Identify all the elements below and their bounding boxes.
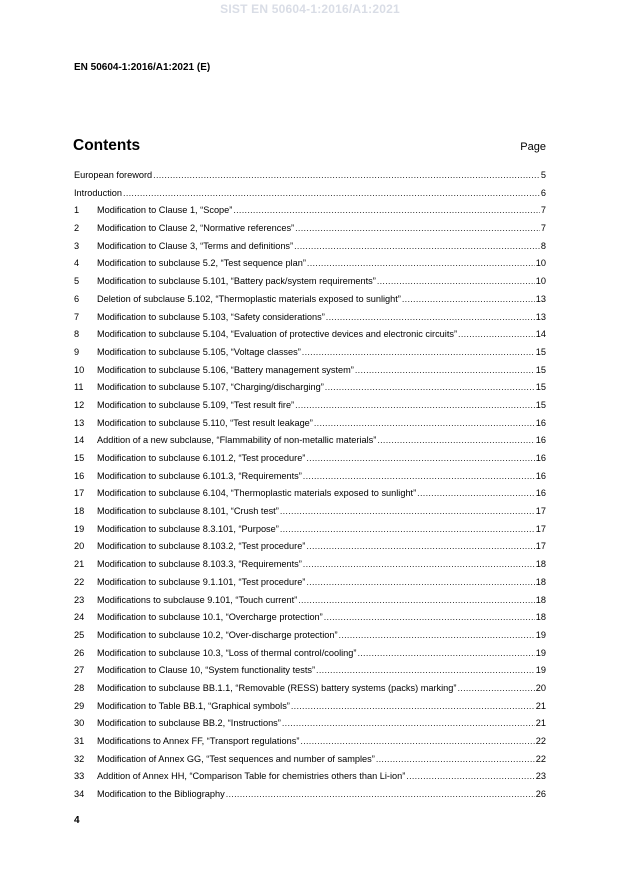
dot-leader bbox=[300, 736, 534, 746]
toc-entry-page: 15 bbox=[535, 399, 546, 410]
toc-entry-number: 5 bbox=[74, 276, 80, 287]
dot-leader bbox=[233, 205, 540, 215]
toc-entry-page: 15 bbox=[535, 364, 546, 375]
toc-entry-title: Modification to subclause 5.101, “Battery pack/system requirements” bbox=[97, 276, 376, 287]
dot-leader bbox=[339, 630, 535, 640]
dot-leader bbox=[226, 789, 535, 799]
toc-entry-title: Introduction bbox=[74, 187, 123, 198]
toc-entry-number: 16 bbox=[74, 470, 85, 481]
toc-entry[interactable] bbox=[74, 294, 546, 312]
dot-leader bbox=[306, 453, 534, 463]
dot-leader bbox=[280, 524, 535, 534]
toc-entry-number: 15 bbox=[74, 453, 85, 463]
toc-entry[interactable] bbox=[74, 471, 546, 489]
toc-entry[interactable] bbox=[74, 382, 546, 400]
toc-entry[interactable] bbox=[74, 559, 546, 577]
toc-entry-page: 5 bbox=[540, 170, 546, 180]
toc-entry[interactable] bbox=[74, 435, 546, 453]
page-number: 4 bbox=[74, 815, 80, 826]
toc-entry[interactable] bbox=[74, 400, 546, 418]
toc-entry-title: European foreword bbox=[74, 170, 153, 180]
toc-entry-page: 7 bbox=[540, 223, 546, 234]
toc-entry-number: 1 bbox=[74, 205, 80, 216]
toc-entry-page: 17 bbox=[535, 541, 546, 552]
toc-entry[interactable] bbox=[74, 347, 546, 365]
watermark: SIST EN 50604-1:2016/A1:2021 bbox=[220, 2, 400, 16]
toc-entry-title: Modification to subclause 8.3.101, “Purpose” bbox=[97, 523, 279, 534]
toc-entry-number: 26 bbox=[74, 647, 85, 658]
toc-entry[interactable] bbox=[74, 718, 546, 736]
toc-entry-page: 23 bbox=[535, 771, 546, 782]
toc-entry-number: 21 bbox=[74, 559, 85, 570]
toc-entry-title: Modification to subclause 5.105, “Voltage classes” bbox=[97, 346, 301, 357]
toc-entry-number: 33 bbox=[74, 771, 85, 782]
toc-entry-number: 28 bbox=[74, 682, 85, 693]
toc-entry-page: 16 bbox=[535, 417, 546, 428]
toc-entry-title: Modifications to Annex FF, “Transport regulations” bbox=[97, 736, 300, 746]
toc-entry[interactable] bbox=[74, 241, 546, 259]
toc-entry-title: Addition of Annex HH, “Comparison Table for chemistries others than Li-ion” bbox=[97, 771, 406, 782]
toc-entry-page: 18 bbox=[535, 612, 546, 623]
toc-entry-title: Modification to subclause 5.2, “Test sequence plan” bbox=[97, 258, 306, 269]
toc-entry-title: Modification to Clause 1, “Scope” bbox=[97, 205, 233, 216]
toc-entry-page: 15 bbox=[535, 346, 546, 357]
toc-entry[interactable] bbox=[74, 789, 546, 807]
toc-entry-page: 13 bbox=[535, 293, 546, 304]
toc-entry-page: 19 bbox=[535, 647, 546, 658]
toc-entry[interactable] bbox=[74, 754, 546, 772]
dot-leader bbox=[377, 276, 535, 286]
dot-leader bbox=[307, 258, 535, 268]
toc-entry-page: 14 bbox=[535, 329, 546, 340]
toc-entry-title: Modification to subclause 6.101.3, “Requirements” bbox=[97, 470, 302, 481]
toc-entry-title: Modification to subclause 5.104, “Evaluation of protective devices and electronic circuits” bbox=[97, 329, 458, 340]
table-of-contents bbox=[74, 170, 546, 807]
toc-entry-title: Modification to subclause 9.1.101, “Test procedure” bbox=[97, 576, 306, 587]
dot-leader bbox=[324, 612, 535, 622]
toc-entry[interactable] bbox=[74, 329, 546, 347]
dot-leader bbox=[298, 595, 535, 605]
toc-entry[interactable] bbox=[74, 276, 546, 294]
toc-entry-number: 32 bbox=[74, 753, 85, 764]
toc-entry-number: 23 bbox=[74, 594, 85, 605]
dot-leader bbox=[302, 347, 535, 357]
toc-entry-number: 24 bbox=[74, 612, 85, 623]
toc-entry-title: Modification to subclause 5.106, “Battery management system” bbox=[97, 364, 354, 375]
toc-entry-title: Modification to subclause BB.2, “Instructions” bbox=[97, 718, 281, 729]
toc-entry-title: Modification to subclause 5.109, “Test result fire” bbox=[97, 399, 295, 410]
toc-entry-page: 6 bbox=[540, 187, 546, 198]
toc-entry-page: 10 bbox=[535, 258, 546, 269]
page-column-label: Page bbox=[520, 141, 546, 153]
toc-entry[interactable] bbox=[74, 612, 546, 630]
toc-entry-title: Deletion of subclause 5.102, “Thermoplastic materials exposed to sunlight” bbox=[97, 293, 401, 304]
dot-leader bbox=[314, 418, 535, 428]
toc-entry-page: 18 bbox=[535, 559, 546, 570]
toc-entry[interactable] bbox=[74, 365, 546, 383]
dot-leader bbox=[295, 223, 540, 233]
toc-entry-number: 27 bbox=[74, 665, 85, 676]
dot-leader bbox=[282, 718, 535, 728]
toc-entry-page: 13 bbox=[535, 311, 546, 322]
dot-leader bbox=[377, 435, 534, 445]
toc-entry[interactable] bbox=[74, 736, 546, 754]
toc-entry[interactable] bbox=[74, 223, 546, 241]
toc-entry-page: 8 bbox=[540, 240, 546, 251]
toc-entry-number: 30 bbox=[74, 718, 85, 729]
dot-leader bbox=[295, 400, 535, 410]
dot-leader bbox=[355, 365, 535, 375]
toc-entry-page: 17 bbox=[535, 523, 546, 534]
dot-leader bbox=[325, 382, 535, 392]
toc-entry-title: Modification to subclause 10.1, “Overcharge protection” bbox=[97, 612, 323, 623]
toc-entry-page: 17 bbox=[535, 506, 546, 517]
dot-leader bbox=[457, 683, 534, 693]
toc-entry-page: 15 bbox=[535, 382, 546, 393]
toc-entry[interactable] bbox=[74, 577, 546, 595]
dot-leader bbox=[303, 559, 535, 569]
toc-entry-number: 25 bbox=[74, 629, 85, 640]
toc-entry-title: Modification to subclause 10.2, “Over-discharge protection” bbox=[97, 629, 338, 640]
toc-entry-number: 6 bbox=[74, 293, 80, 304]
toc-entry-title: Modification of Annex GG, “Test sequences and number of samples” bbox=[97, 753, 375, 764]
toc-entry-title: Addition of a new subclause, “Flammability of non-metallic materials” bbox=[97, 435, 377, 446]
toc-entry-number: 11 bbox=[74, 382, 84, 393]
toc-entry-page: 19 bbox=[535, 665, 546, 676]
toc-entry[interactable] bbox=[74, 771, 546, 789]
toc-entry-page: 21 bbox=[535, 718, 546, 729]
toc-entry-title: Modification to subclause 8.103.3, “Requirements” bbox=[97, 559, 302, 570]
dot-leader bbox=[458, 329, 535, 339]
toc-entry-title: Modification to subclause 5.110, “Test result leakage” bbox=[97, 417, 313, 428]
dot-leader bbox=[417, 488, 535, 498]
dot-leader bbox=[326, 312, 535, 322]
toc-entry-title: Modifications to subclause 9.101, “Touch current” bbox=[97, 594, 298, 605]
toc-entry-title: Modification to subclause 8.101, “Crush test” bbox=[97, 506, 279, 517]
toc-entry-page: 26 bbox=[535, 789, 546, 800]
toc-entry-title: Modification to subclause 5.107, “Charging/discharging” bbox=[97, 382, 324, 393]
dot-leader bbox=[306, 577, 534, 587]
toc-entry-number: 20 bbox=[74, 541, 85, 552]
toc-entry-title: Modification to the Bibliography bbox=[97, 789, 225, 800]
toc-entry-number: 17 bbox=[74, 488, 85, 499]
dot-leader bbox=[316, 665, 535, 675]
toc-entry[interactable] bbox=[74, 665, 546, 683]
toc-entry[interactable] bbox=[74, 488, 546, 506]
toc-entry-number: 7 bbox=[74, 311, 80, 322]
toc-entry-number: 2 bbox=[74, 223, 80, 234]
toc-entry-page: 7 bbox=[540, 205, 546, 216]
dot-leader bbox=[294, 241, 540, 251]
toc-entry-number: 18 bbox=[74, 506, 85, 517]
toc-entry-number: 13 bbox=[74, 417, 85, 428]
dot-leader bbox=[357, 648, 534, 658]
toc-entry[interactable] bbox=[74, 312, 546, 330]
dot-leader bbox=[303, 471, 535, 481]
toc-entry-number: 31 bbox=[74, 736, 85, 746]
toc-entry-page: 18 bbox=[535, 576, 546, 587]
toc-entry[interactable] bbox=[74, 524, 546, 542]
toc-entry-page: 10 bbox=[535, 276, 546, 287]
toc-entry-page: 16 bbox=[535, 470, 546, 481]
document-id: EN 50604-1:2016/A1:2021 (E) bbox=[74, 62, 211, 73]
toc-entry-number: 14 bbox=[74, 435, 85, 446]
dot-leader bbox=[153, 170, 540, 180]
dot-leader bbox=[123, 188, 540, 198]
dot-leader bbox=[280, 506, 535, 516]
toc-entry-number: 8 bbox=[74, 329, 80, 340]
toc-entry-number: 4 bbox=[74, 258, 80, 269]
toc-entry-title: Modification to subclause 10.3, “Loss of thermal control/cooling” bbox=[97, 647, 357, 658]
toc-entry-number: 9 bbox=[74, 346, 80, 357]
toc-entry-page: 18 bbox=[535, 594, 546, 605]
contents-heading: Contents bbox=[73, 137, 141, 154]
toc-entry-number: 22 bbox=[74, 576, 85, 587]
toc-entry-title: Modification to Table BB.1, “Graphical symbols” bbox=[97, 700, 290, 711]
toc-entry-title: Modification to subclause 8.103.2, “Test procedure” bbox=[97, 541, 306, 552]
toc-entry[interactable] bbox=[74, 188, 546, 206]
toc-entry-number: 10 bbox=[74, 364, 85, 375]
dot-leader bbox=[402, 294, 535, 304]
toc-entry-number: 3 bbox=[74, 240, 80, 251]
toc-entry[interactable] bbox=[74, 630, 546, 648]
toc-entry-title: Modification to Clause 3, “Terms and definitions” bbox=[97, 240, 294, 251]
toc-entry-number: 29 bbox=[74, 700, 85, 711]
toc-entry[interactable] bbox=[74, 258, 546, 276]
toc-entry-title: Modification to subclause 6.104, “Thermoplastic materials exposed to sunlight” bbox=[97, 488, 417, 499]
toc-entry[interactable] bbox=[74, 595, 546, 613]
toc-entry[interactable] bbox=[74, 453, 546, 471]
toc-entry-number: 12 bbox=[74, 399, 85, 410]
toc-entry-page: 16 bbox=[535, 453, 546, 463]
toc-entry-page: 16 bbox=[535, 435, 546, 446]
toc-entry-title: Modification to subclause 6.101.2, “Test procedure” bbox=[97, 453, 306, 463]
toc-entry-title: Modification to subclause 5.103, “Safety considerations” bbox=[97, 311, 325, 322]
toc-entry-page: 20 bbox=[535, 682, 546, 693]
toc-entry-title: Modification to Clause 2, “Normative references” bbox=[97, 223, 295, 234]
toc-entry[interactable] bbox=[74, 701, 546, 719]
toc-entry-page: 16 bbox=[535, 488, 546, 499]
toc-entry[interactable] bbox=[74, 648, 546, 666]
toc-entry[interactable] bbox=[74, 506, 546, 524]
toc-entry-title: Modification to Clause 10, “System functionality tests” bbox=[97, 665, 316, 676]
toc-entry[interactable] bbox=[74, 170, 546, 188]
toc-entry-title: Modification to subclause BB.1.1, “Removable (RESS) battery systems (packs) marking” bbox=[97, 682, 457, 693]
dot-leader bbox=[306, 541, 534, 551]
dot-leader bbox=[376, 754, 535, 764]
toc-entry-number: 19 bbox=[74, 523, 85, 534]
toc-entry[interactable] bbox=[74, 418, 546, 436]
toc-entry[interactable] bbox=[74, 205, 546, 223]
dot-leader bbox=[406, 771, 534, 781]
toc-entry-page: 22 bbox=[535, 736, 546, 746]
toc-entry-number: 34 bbox=[74, 789, 85, 800]
toc-entry[interactable] bbox=[74, 683, 546, 701]
toc-entry[interactable] bbox=[74, 541, 546, 559]
toc-entry-page: 19 bbox=[535, 629, 546, 640]
dot-leader bbox=[291, 701, 535, 711]
toc-entry-page: 22 bbox=[535, 753, 546, 764]
toc-entry-page: 21 bbox=[535, 700, 546, 711]
